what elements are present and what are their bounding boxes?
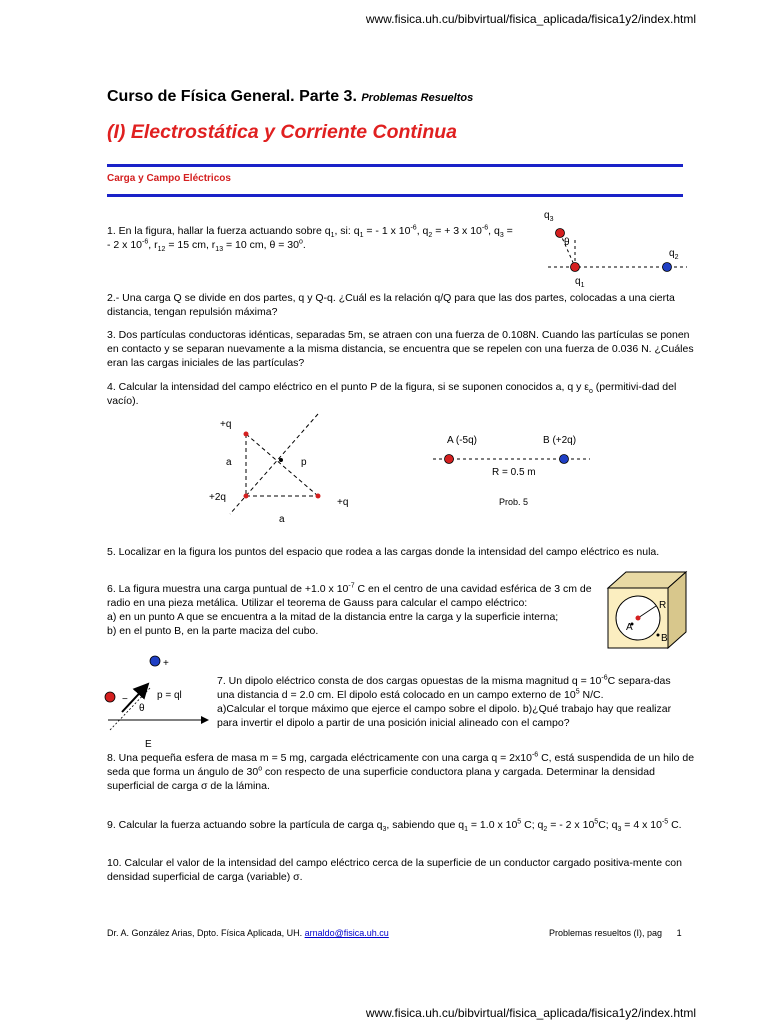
diagonal-line [246, 434, 318, 496]
footer-author: Dr. A. González Arias, Dpto. Física Aplicada, UH. [107, 928, 303, 938]
chapter-title: (I) Electrostática y Corriente Continua [107, 121, 457, 143]
p9-text: C; q [521, 819, 544, 831]
label-charge-a: A (-5q) [447, 435, 478, 446]
top-rule [107, 164, 683, 167]
p4-sub: o [588, 388, 593, 396]
charge-right [316, 494, 321, 499]
label-p: p [301, 457, 307, 468]
p7-text: 7. Un dipolo eléctrico consta de dos cargas opuestas de la misma magnitud q = 10 [217, 675, 602, 687]
p6-sup: -7 [348, 582, 355, 590]
p9-sup: 5 [517, 818, 522, 826]
figure-4 [200, 412, 370, 530]
charge-q2 [663, 263, 672, 272]
label-side-a: a [226, 457, 232, 468]
charge-top [244, 432, 249, 437]
header-url: www.fisica.uh.cu/bibvirtual/fisica_aplicada/fisica1y2/index.html [365, 12, 696, 26]
label-minus: − [122, 694, 128, 705]
p1-text: = 15 cm, r [165, 239, 216, 251]
p7-sup: 5 [575, 688, 580, 696]
p1-text: = 10 cm, θ = 30 [223, 239, 299, 251]
positive-charge [150, 656, 160, 666]
p9-sup: -5 [661, 818, 669, 826]
p4-text: 4. Calcular la intensidad del campo eléctrico en el punto P de la figura, si se suponen conocidos a, q y ε [107, 381, 589, 393]
p1-text: = - 2 x 10 [107, 225, 513, 251]
p1-text: . [302, 239, 306, 251]
problem-10: 10. Calcular el valor de la intensidad del campo eléctrico cerca de la superficie de un conductor cargado positiva-mente con densidad superficial de carga (variable) σ. [107, 857, 682, 883]
p1-sub: 1 [330, 232, 335, 240]
p9-sub: 1 [464, 826, 468, 834]
label-bottom-a: a [279, 514, 285, 525]
label-distance: R = 0.5 m [492, 467, 536, 478]
p6-text: 6. La figura muestra una carga puntual de +1.0 x 10 [107, 583, 349, 595]
p9-text: , sabiendo que q [386, 819, 465, 831]
p1-sup: -6 [142, 238, 149, 246]
figure-7 [98, 650, 218, 750]
p1-sub: 2 [428, 232, 433, 240]
footer-page-number: 1 [676, 928, 682, 938]
p9-text: 9. Calcular la fuerza actuando sobre la partícula de carga q [107, 819, 383, 831]
p9-text: = 4 x 10 [621, 819, 662, 831]
label-top-charge: +q [220, 419, 232, 430]
p1-sub: 13 [215, 246, 224, 254]
negative-charge [105, 692, 115, 702]
figure-6 [606, 568, 690, 652]
p1-sup: o [298, 238, 303, 246]
label-dipole-moment: p = ql [157, 690, 182, 701]
charge-b [560, 455, 569, 464]
label-plus: + [163, 658, 169, 669]
p7-text: N/C. [579, 689, 604, 701]
p9-text: C. [668, 819, 682, 831]
p1-text: , r [148, 239, 158, 251]
p6-text: b) en el punto B, en la parte maciza del cubo. [107, 625, 319, 637]
charge-bottom-left [244, 494, 249, 499]
problem-9 [107, 818, 695, 832]
label-b: B [661, 633, 668, 644]
figure-1 [540, 204, 690, 290]
p9-sub: 2 [543, 826, 548, 834]
p9-sub: 3 [382, 826, 387, 834]
p1-sup: -6 [481, 224, 489, 232]
problem-8 [107, 751, 695, 793]
course-title [107, 88, 473, 106]
p8-text: con respecto de una superficie conductora plana y cargada. Determinar la densidad superficial de carga σ de la lámina. [107, 766, 655, 792]
label-q3: $q_3$ [544, 210, 554, 223]
p8-text: 8. Una pequeña esfera de masa m = 5 mg, cargada eléctricamente con una carga q = 2x10 [107, 752, 532, 764]
p9-sub: 3 [617, 826, 622, 834]
point-p [279, 458, 283, 462]
p1-text: , q [416, 225, 429, 237]
label-q1: $q_1$ [575, 276, 585, 289]
problem-2: 2.- Una carga Q se divide en dos partes, q y Q-q. ¿Cuál es la relación q/Q para que las dos partes, colocadas a una cierta distancia, tengan repulsión máxima? [107, 292, 675, 318]
p9-text: = - 2 x 10 [547, 819, 595, 831]
p1-sub: 12 [157, 246, 166, 254]
p7-text: C separa-das una distancia d = 2.0 cm. El dipolo está colocado en un campo externo de 10 [217, 675, 671, 701]
label-q2: $q_2$ [669, 248, 679, 261]
figure-5-caption: Prob. 5 [499, 497, 529, 507]
label-a: A [626, 622, 633, 633]
p1-text: , q [488, 225, 500, 237]
label-theta: θ [564, 237, 570, 248]
label-right-charge: +q [337, 497, 349, 508]
label-r: R [659, 600, 667, 611]
problem-4 [107, 380, 695, 408]
p6-text: a) en un punto A que se encuentra a la mitad de la distancia entre la carga y la superficie interna; [107, 611, 559, 623]
footer-page [549, 928, 682, 938]
p1-text: = + 3 x 10 [432, 225, 482, 237]
footer-page-label: Problemas resueltos (I), pag [549, 928, 663, 938]
figure-5 [425, 428, 605, 512]
problem-7 [217, 674, 687, 730]
section-title: Carga y Campo Eléctricos [107, 173, 231, 184]
problem-6 [107, 582, 603, 638]
p7-text: a)Calcular el torque máximo que ejerce el campo sobre el dipolo. b)¿Qué trabajo hay que realizar para invertir el dipolo a partir de una posición inicial alineado con el campo? [217, 703, 672, 729]
p9-text: = 1.0 x 10 [467, 819, 518, 831]
p8-text: C, está suspendida de un hilo de seda que forma un ángulo de 30 [107, 752, 695, 778]
problem-1 [107, 224, 519, 252]
problem-5: 5. Localizar en la figura los puntos del espacio que rodea a las cargas donde la intensidad del campo eléctrico es nula. [107, 546, 660, 558]
p4-text: (permitivi-dad del vacío). [107, 381, 677, 407]
point-b [657, 634, 660, 637]
p1-text: , si: q [334, 225, 360, 237]
charge-q1 [571, 263, 580, 272]
footer-url: www.fisica.uh.cu/bibvirtual/fisica_aplicada/fisica1y2/index.html [365, 1006, 696, 1020]
p1-sub: 3 [499, 232, 504, 240]
label-e: E [145, 739, 152, 750]
p8-sup: -6 [531, 751, 539, 759]
label-bottom-left-charge: +2q [209, 492, 226, 503]
p1-sup: -6 [410, 224, 417, 232]
p1-text: 1. En la figura, hallar la fuerza actuando sobre q [107, 225, 331, 237]
charge-a [445, 455, 454, 464]
problem-3: 3. Dos partículas conductoras idénticas, separadas 5m, se atraen con una fuerza de 0.108N. Cuando las partículas se ponen en contacto y se separan nuevamente a la misma distancia, se encuentra que se repelen con una fuerza de 0.036 N. ¿Cuáles eran las cargas iniciales de las partículas? [107, 329, 694, 369]
footer-author-line [107, 928, 389, 938]
p1-sub: 1 [359, 232, 364, 240]
p6-text: C en el centro de una cavidad esférica de 3 cm de radio en una pieza metálica. Utilizar el teorema de Gauss para calcular el campo eléctrico: [107, 583, 592, 609]
p1-text: = - 1 x 10 [363, 225, 411, 237]
label-theta: θ [139, 703, 145, 714]
bottom-rule [107, 194, 683, 197]
p9-sup: 5 [594, 818, 599, 826]
label-charge-b: B (+2q) [543, 435, 577, 446]
p7-sup: -6 [601, 674, 608, 682]
footer-email-link[interactable]: arnaldo@fisica.uh.cu [304, 928, 389, 938]
p9-text: C; q [598, 819, 618, 831]
course-subtitle: Problemas Resueltos [361, 92, 474, 104]
course-name: Curso de Física General. Parte 3. [107, 88, 357, 105]
p8-sup: o [258, 765, 263, 773]
center-charge [636, 616, 641, 621]
